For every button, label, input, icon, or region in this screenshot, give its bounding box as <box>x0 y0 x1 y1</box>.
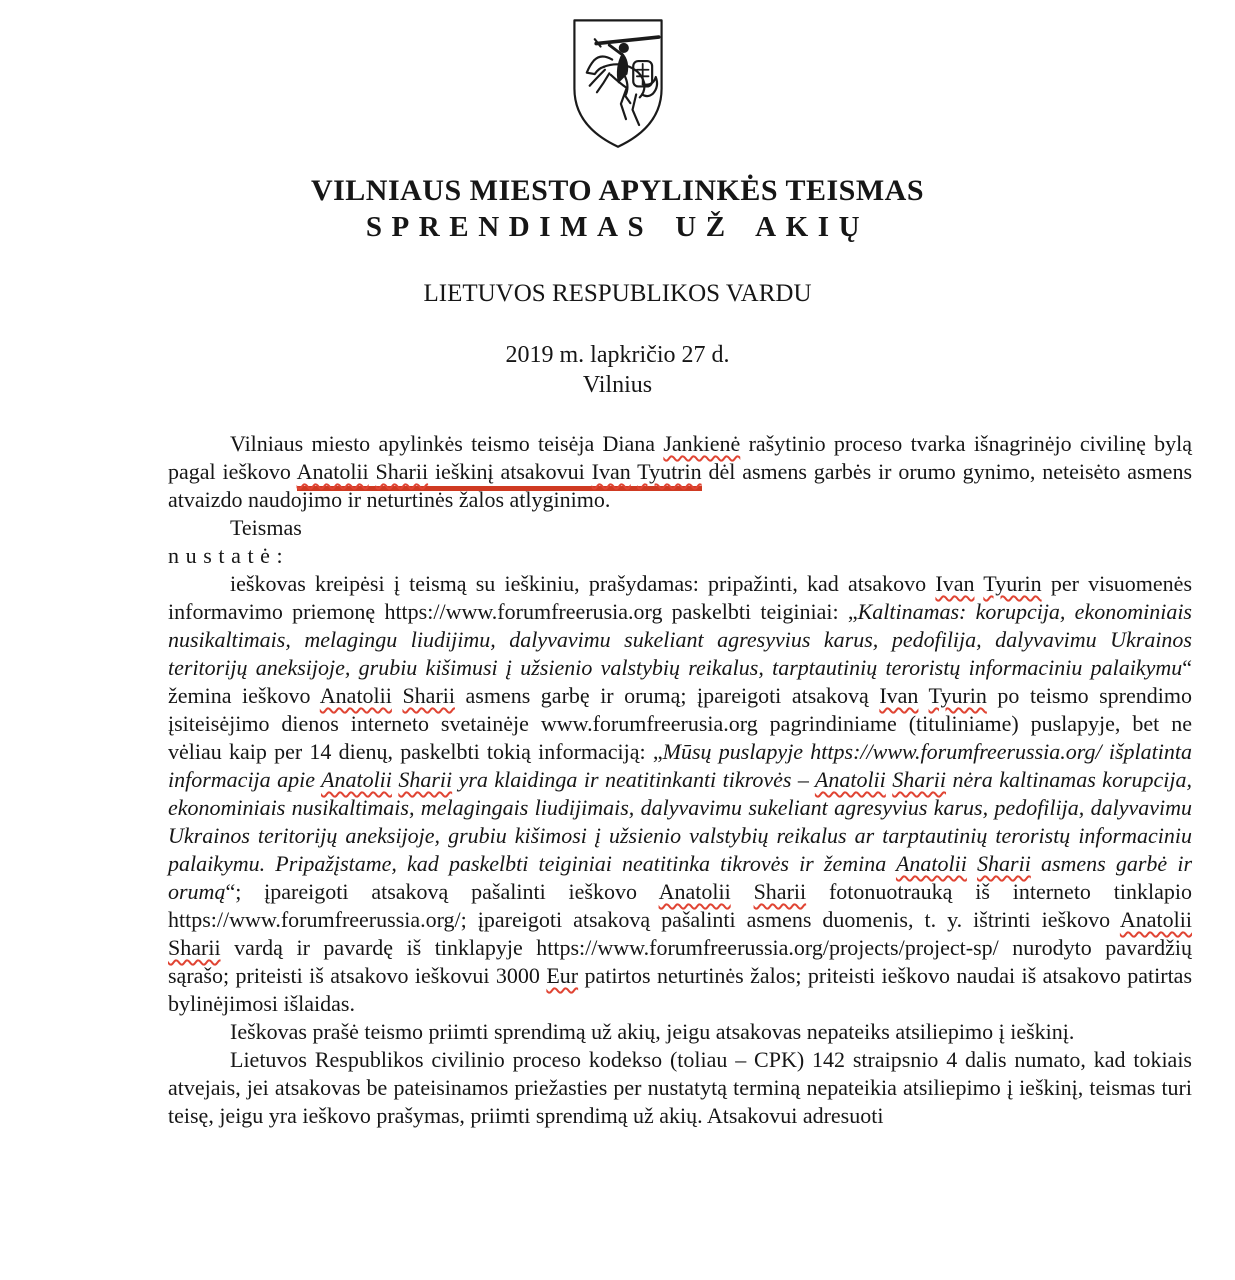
court-name-title: VILNIAUS MIESTO APYLINKĖS TEISMAS <box>310 174 925 207</box>
text-segment: rašytinio proceso tvarka išnagrinėjo civilinę bylą pagal ieškovo <box>168 431 1193 484</box>
text-segment <box>967 851 977 876</box>
red-underline-annotated-text: Tyutrin <box>637 459 701 491</box>
judgment-type-title: SPRENDIMAS UŽ AKIŲ <box>365 211 870 243</box>
spellcheck-flagged-text: Anatolii <box>1119 907 1192 932</box>
text-segment: patirtos neturtinės žalos; priteisti ieškovo naudai iš atsakovo patirtas bylinėjimosi išlaidas. <box>168 963 1193 1016</box>
red-underline-annotated-text: Anatolii <box>297 459 369 491</box>
spellcheck-flagged-text: Anatolii <box>319 683 392 708</box>
text-segment: ieškovas kreipėsi į teismą su ieškiniu, prašydamas: pripažinti, kad atsakovo <box>230 571 936 596</box>
claims-paragraph <box>168 570 1192 1018</box>
spellcheck-flagged-text: Sharii <box>402 683 455 708</box>
nustate-heading: nustatė: <box>168 543 290 568</box>
spellcheck-flagged-text: Anatolii <box>658 879 731 904</box>
default-judgment-request-paragraph: Ieškovas prašė teismo priimti sprendimą už akių, jeigu atsakovas nepateiks atsiliepimo į ieškinį. <box>230 1019 1075 1044</box>
spellcheck-flagged-text: Anatolii <box>895 851 967 876</box>
red-underline-annotated-text: ieškinį atsakovui <box>428 459 592 491</box>
text-segment <box>974 571 983 596</box>
spellcheck-flagged-text: Sharii <box>753 879 807 904</box>
text-segment: Kaltinamas: korupcija, ekonominiais nusikaltimais, melagingu liudijimu, dalyvavimu sukeliant agresyvius karus, pedofilija, dalyvavimu Ukrainos teritorijų aneksijoje, grubiu kišimusi į užsienio valstybių reikalus, tarptautinių teroristų informaciniu palaikymu <box>168 599 1192 680</box>
spellcheck-flagged-text: Tyurin <box>983 571 1042 596</box>
red-underline-annotated-text: Sharii <box>376 459 429 491</box>
text-segment <box>918 683 928 708</box>
lithuania-vytis-coat-of-arms-icon <box>559 16 677 154</box>
text-segment: yra klaidinga ir neatitinkanti tikrovės – <box>452 767 815 792</box>
text-segment: asmens garbė ir orumą <box>168 851 1193 904</box>
text-segment: vardą ir pavardę iš tinklapyje https://www.forumfreerussia.org/projects/project-sp/ nurodyto pavardžių sąrašo; priteisti iš atsakovo ieškovui 3000 <box>168 935 1192 988</box>
spellcheck-flagged-text: Anatolii <box>321 767 392 792</box>
intro-paragraph <box>168 430 1192 514</box>
judgment-city: Vilnius <box>582 372 653 398</box>
spellcheck-flagged-text: Sharii <box>977 851 1031 876</box>
spellcheck-flagged-text: Sharii <box>892 767 947 792</box>
text-segment: fotonuotrauką iš interneto tinklapio https://www.forumfreerussia.org/; įpareigoti atsakovą pašalinti asmens duomenis, t. y. ištrinti ieškovo <box>168 879 1192 932</box>
spellcheck-flagged-text: Sharii <box>398 767 453 792</box>
spellcheck-flagged-text: Tyurin <box>928 683 987 708</box>
text-segment: Mūsų puslapyje https://www.forumfreerussia.org/ išplatinta informacija apie <box>168 739 1192 792</box>
date-and-city-block <box>0 340 1235 400</box>
text-segment: po teismo sprendimo įsiteisėjimo dienos interneto svetainėje www.forumfreerusia.org pagrindiniame (tituliniame) puslapyje, bet ne vėliau kaip per 14 dienų, paskelbti tokią informaciją: „ <box>168 683 1193 764</box>
document-body <box>168 430 1192 1130</box>
text-segment: dėl asmens garbės ir orumo gynimo, neteisėto asmens atvaizdo naudojimo ir neturtinės žalos atlyginimo. <box>168 459 1193 512</box>
text-segment <box>392 683 403 708</box>
judgment-date: 2019 m. lapkričio 27 d. <box>505 342 730 368</box>
text-segment: “; įpareigoti atsakovą pašalinti ieškovo <box>225 879 659 904</box>
spellcheck-flagged-text: Ivan <box>935 571 975 596</box>
text-segment: nėra kaltinamas korupcija, ekonominiais nusikaltimais, melagingais liudijimais, dalyvavimu sukeliant agresyvius karus, pedofilija, dalyvavimu Ukrainos teritorijų aneksijoje, grubiu kišimosi į užsienio valstybių reikalus ar tarptautinių teroristų informaciniu palaikymu. Pripažįstame, kad paskelbti teiginiai neatitinka tikrovės ir žemina <box>168 767 1193 876</box>
text-segment: asmens garbę ir orumą; įpareigoti atsakovą <box>455 683 880 708</box>
spellcheck-flagged-text: Sharii <box>168 935 221 960</box>
in-the-name-of-subtitle: LIETUVOS RESPUBLIKOS VARDU <box>423 280 812 307</box>
text-segment: Vilniaus miesto apylinkės teismo teisėja Diana <box>230 431 664 456</box>
text-segment <box>731 879 754 904</box>
document-header <box>0 174 1235 400</box>
spellcheck-flagged-text: Eur <box>546 963 579 988</box>
cpk-article-paragraph: Lietuvos Respublikos civilinio proceso kodekso (toliau – CPK) 142 straipsnio 4 dalis numato, kad tokiais atvejais, jei atsakovas be pateisinamos priežasties per nustatytą terminą nepateikia atsiliepimo į ieškinį, teismas turi teisę, jeigu yra ieškovo prašymas, priimti sprendimą už akių. Atsakovui adresuoti <box>168 1047 1192 1128</box>
text-segment: per visuomenės informavimo priemonę https://www.forumfreerusia.org paskelbti teiginiai: „ <box>168 571 1193 624</box>
red-underline-annotated-text: Ivan <box>592 459 631 491</box>
spellcheck-flagged-text: Jankienė <box>663 431 741 456</box>
teismas-line: Teismas <box>230 515 302 540</box>
spellcheck-flagged-text: Anatolii <box>814 767 886 792</box>
spellcheck-flagged-text: Ivan <box>879 683 919 708</box>
text-segment: “ žemina ieškovo <box>168 655 1192 708</box>
